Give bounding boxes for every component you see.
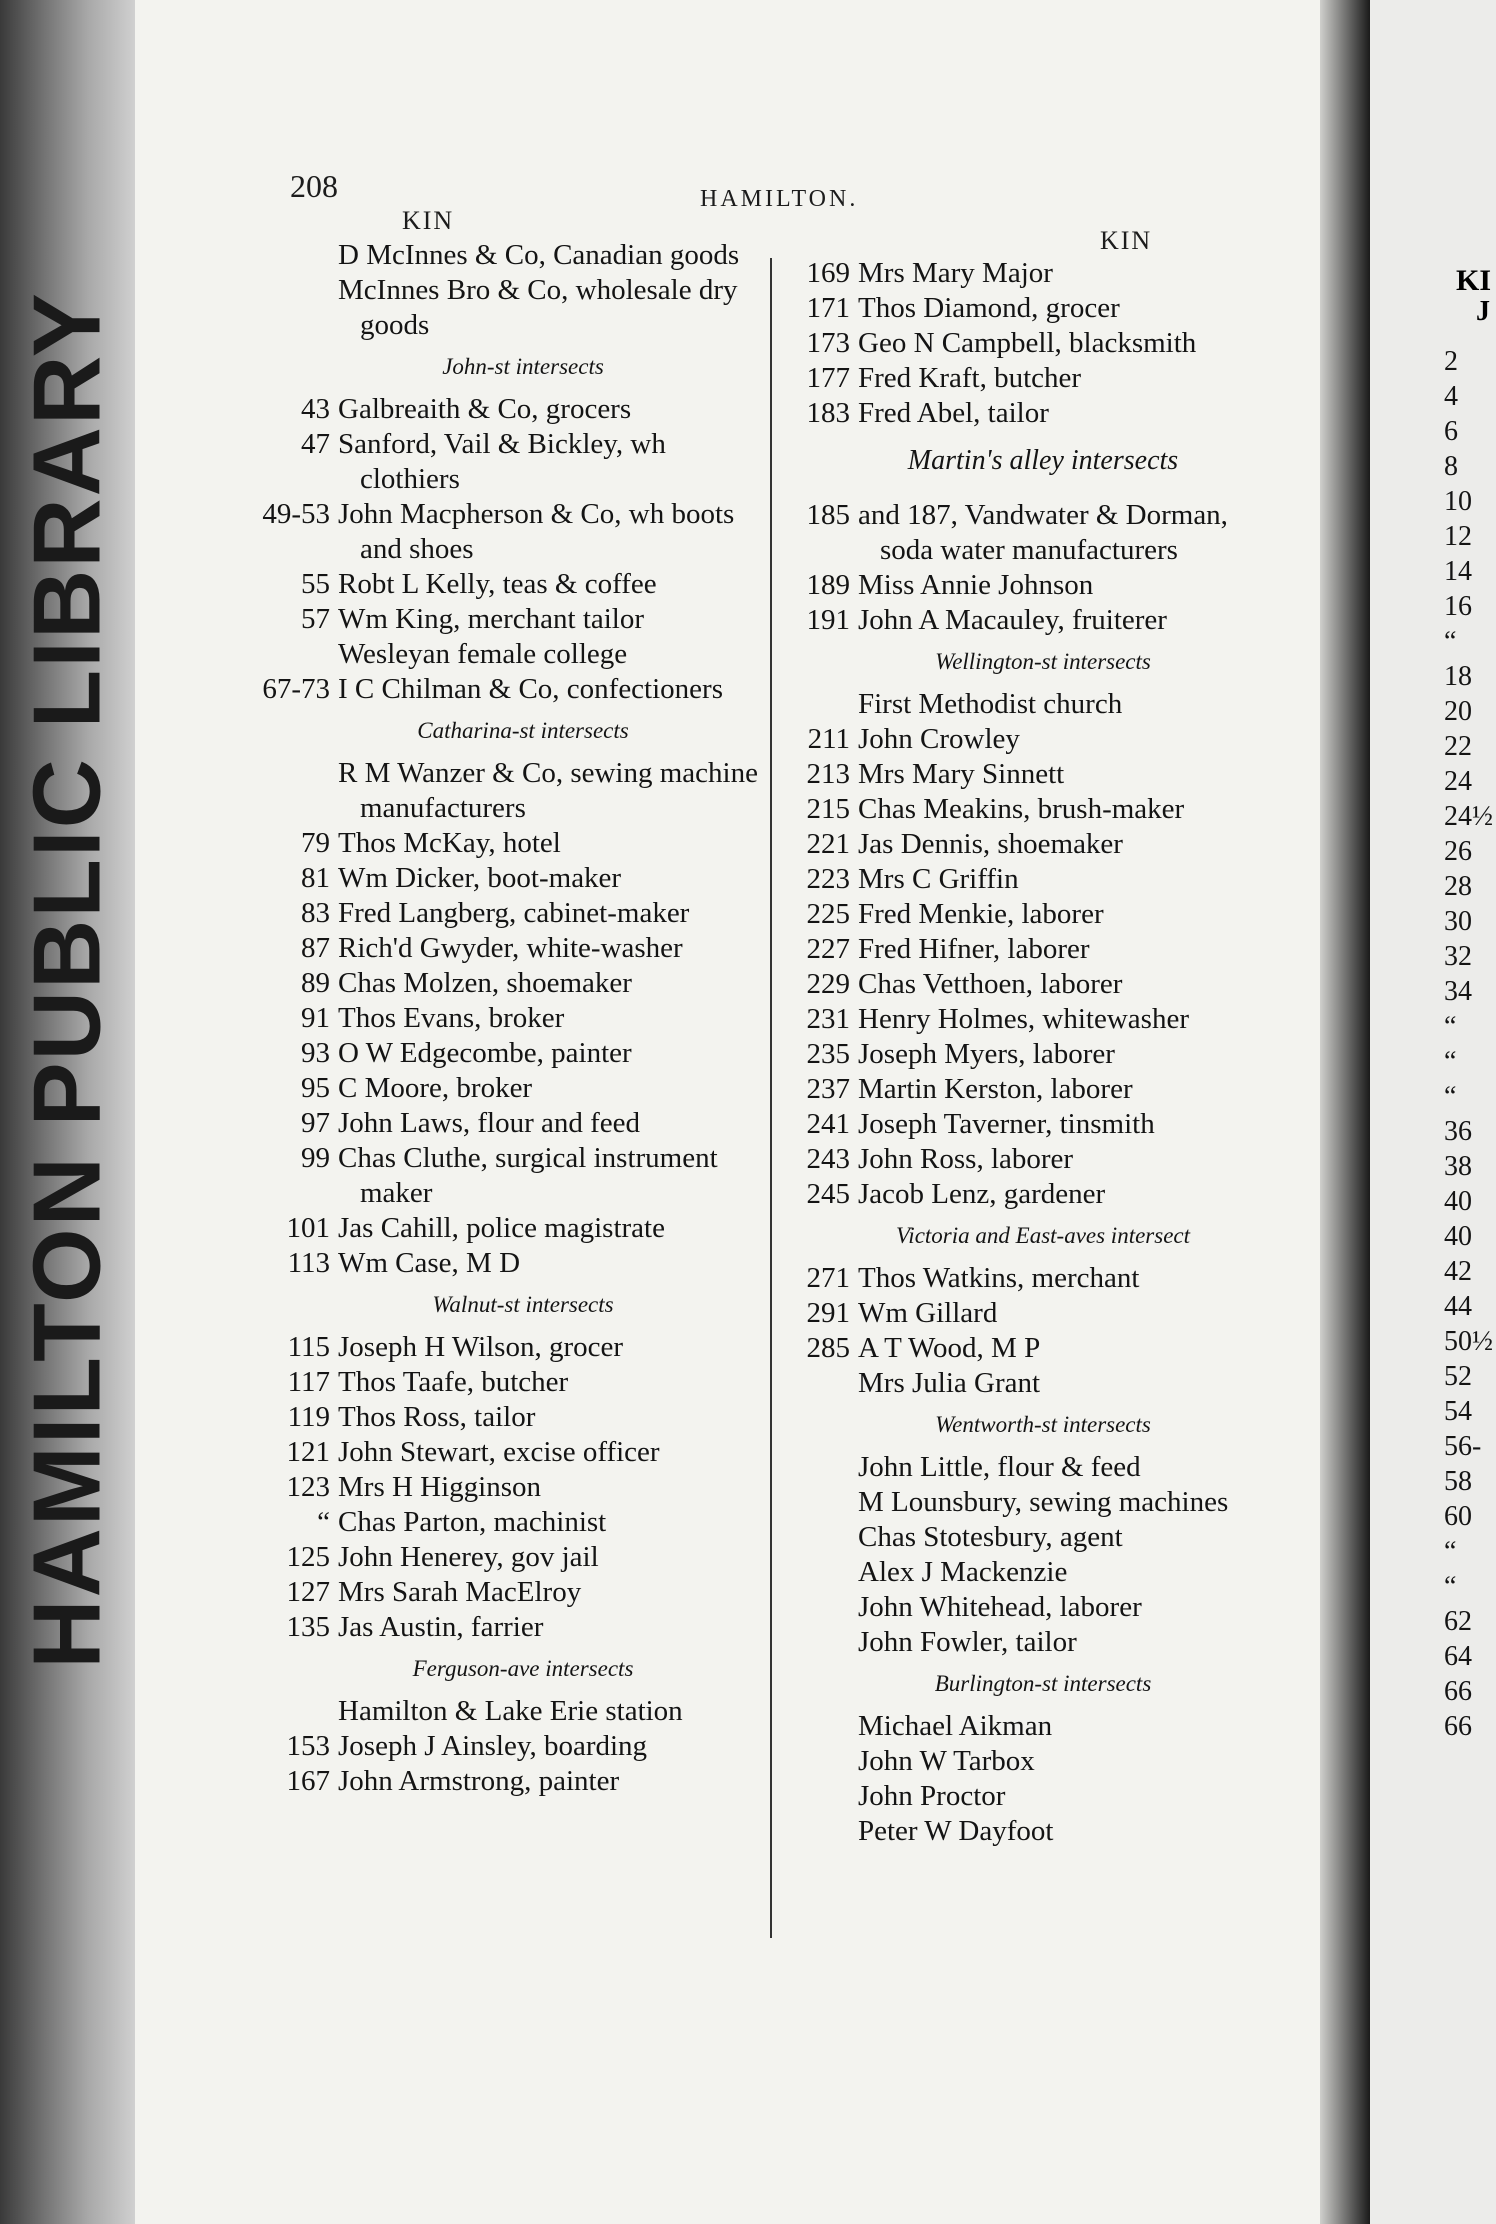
directory-entry [258, 637, 758, 672]
entry-text: John Macpherson & Co, wh boots and shoes [338, 498, 735, 565]
entry-text: Thos Diamond, grocer [858, 292, 1120, 324]
directory-entry [258, 1540, 758, 1575]
section-heading: Martin's alley intersects [907, 445, 1179, 476]
entry-text: Fred Langberg, cabinet-maker [338, 897, 690, 929]
directory-entry [258, 392, 758, 427]
street-number: 113 [287, 1247, 330, 1279]
directory-entry [258, 1575, 758, 1610]
entry-text: Thos Ross, tailor [338, 1401, 536, 1433]
directory-entry [778, 967, 1278, 1002]
entry-text: M Lounsbury, sewing machines [858, 1486, 1229, 1518]
facing-street-number: 24 [1444, 766, 1472, 797]
street-number: 123 [286, 1471, 330, 1503]
section-heading: Walnut-st intersects [432, 1292, 614, 1317]
facing-street-number: 36 [1444, 1116, 1472, 1147]
facing-street-number: 50½ [1444, 1326, 1493, 1357]
directory-entry [258, 1036, 758, 1071]
directory-entry [778, 1072, 1278, 1107]
directory-entry [778, 1625, 1278, 1660]
directory-entry [778, 1296, 1278, 1331]
facing-street-number: 44 [1444, 1291, 1472, 1322]
entry-text: Geo N Campbell, blacksmith [858, 327, 1197, 359]
directory-entry [778, 1485, 1278, 1520]
facing-street-number: 62 [1444, 1606, 1472, 1637]
entry-text: Joseph Myers, laborer [858, 1038, 1115, 1070]
directory-entry [258, 826, 758, 861]
left-column-head: KIN [402, 206, 455, 235]
entry-text: Joseph J Ainsley, boarding [338, 1730, 648, 1762]
entry-text: I C Chilman & Co, confectioners [338, 673, 723, 705]
directory-entry [778, 326, 1278, 361]
street-number: 67-73 [262, 673, 330, 705]
directory-entry [778, 1590, 1278, 1625]
entry-text: C Moore, broker [338, 1072, 533, 1104]
street-number: 91 [301, 1002, 330, 1034]
street-number: 211 [807, 723, 850, 755]
entry-text: Galbreaith & Co, grocers [338, 393, 632, 425]
facing-street-number: 6 [1444, 416, 1458, 447]
entry-text: Martin Kerston, laborer [858, 1073, 1133, 1105]
facing-street-number: 2 [1444, 346, 1458, 377]
facing-street-number: 14 [1444, 556, 1472, 587]
directory-entry [258, 1211, 758, 1246]
entry-text: Fred Hifner, laborer [858, 933, 1090, 965]
entry-text: John Ross, laborer [858, 1143, 1074, 1175]
entry-text: John Little, flour & feed [858, 1451, 1141, 1483]
facing-street-number: 40 [1444, 1221, 1472, 1252]
directory-entry [258, 1330, 758, 1365]
entry-text: Wm Case, M D [338, 1247, 521, 1279]
right-column [778, 256, 1278, 1849]
entry-text: John Henerey, gov jail [338, 1541, 599, 1573]
facing-street-number: 24½ [1444, 801, 1493, 832]
entry-text: Mrs C Griffin [858, 863, 1019, 895]
directory-entry [778, 1520, 1278, 1555]
directory-entry [778, 1366, 1278, 1401]
directory-entry [778, 568, 1278, 603]
directory-entry [778, 1142, 1278, 1177]
facing-street-number: 4 [1444, 381, 1458, 412]
directory-entry [778, 862, 1278, 897]
entry-text: Fred Kraft, butcher [858, 362, 1082, 394]
facing-street-number: “ [1444, 1571, 1457, 1602]
entry-text: John Proctor [858, 1780, 1006, 1812]
entry-text: Wm Dicker, boot-maker [338, 862, 622, 894]
entry-text: John Fowler, tailor [858, 1626, 1077, 1658]
directory-entry [778, 1037, 1278, 1072]
entry-text: Wm King, merchant tailor [338, 603, 645, 635]
directory-entry [258, 1610, 758, 1645]
entry-text: Chas Meakins, brush-maker [858, 793, 1185, 825]
facing-street-number: 38 [1444, 1151, 1472, 1182]
directory-entry [258, 1729, 758, 1764]
facing-page-head: KI [1456, 264, 1492, 297]
directory-entry [258, 1694, 758, 1729]
street-number: “ [317, 1506, 330, 1538]
directory-entry [258, 1365, 758, 1400]
directory-entry [258, 1001, 758, 1036]
entry-text: Alex J Mackenzie [858, 1556, 1068, 1588]
directory-entry [258, 1764, 758, 1799]
facing-street-number: 64 [1444, 1641, 1472, 1672]
running-head: HAMILTON. [700, 186, 859, 212]
facing-page-subhead: J [1476, 296, 1490, 327]
street-number: 97 [301, 1107, 330, 1139]
street-number: 121 [286, 1436, 330, 1468]
street-number: 237 [806, 1073, 850, 1105]
entry-text: Sanford, Vail & Bickley, wh clothiers [338, 428, 666, 495]
entry-text: Jas Dennis, shoemaker [858, 828, 1123, 860]
directory-entry [258, 1141, 758, 1211]
section-heading: Victoria and East-aves intersect [895, 1223, 1191, 1248]
entry-text: D McInnes & Co, Canadian goods [338, 239, 740, 271]
street-number: 49-53 [262, 498, 330, 530]
directory-entry [778, 932, 1278, 967]
entry-text: Chas Parton, machinist [338, 1506, 607, 1538]
directory-entry [258, 931, 758, 966]
facing-page [1370, 0, 1496, 2224]
street-number: 271 [806, 1262, 850, 1294]
directory-entry [258, 238, 758, 273]
street-number: 231 [806, 1003, 850, 1035]
directory-entry [778, 1814, 1278, 1849]
directory-entry [778, 1002, 1278, 1037]
directory-entry [258, 1400, 758, 1435]
facing-street-number: 20 [1444, 696, 1472, 727]
section-heading: John-st intersects [442, 354, 604, 379]
page-gutter [1320, 0, 1370, 2224]
entry-text: John Crowley [858, 723, 1020, 755]
street-number: 229 [806, 968, 850, 1000]
entry-text: John W Tarbox [858, 1745, 1035, 1777]
facing-street-number: 66 [1444, 1711, 1472, 1742]
street-number: 127 [286, 1576, 330, 1608]
directory-entry [778, 792, 1278, 827]
entry-text: McInnes Bro & Co, wholesale dry goods [338, 274, 738, 341]
entry-text: John A Macauley, fruiterer [858, 604, 1167, 636]
directory-entry [778, 256, 1278, 291]
directory-entry [258, 602, 758, 637]
entry-text: First Methodist church [858, 688, 1123, 720]
directory-entry [258, 567, 758, 602]
entry-text: Fred Abel, tailor [858, 397, 1049, 429]
facing-street-number: “ [1444, 1081, 1457, 1112]
column-rule [770, 258, 772, 1938]
directory-entry [778, 722, 1278, 757]
facing-street-number: “ [1444, 1011, 1457, 1042]
entry-text: Chas Molzen, shoemaker [338, 967, 632, 999]
entry-text: Mrs Mary Sinnett [858, 758, 1065, 790]
facing-street-number: 56-58 [1444, 1431, 1482, 1497]
street-number: 291 [806, 1297, 850, 1329]
street-number: 169 [806, 257, 850, 289]
entry-text: Jas Cahill, police magistrate [338, 1212, 665, 1244]
street-number: 177 [806, 362, 850, 394]
book-spine [0, 0, 135, 2224]
street-number: 153 [286, 1730, 330, 1762]
street-number: 115 [287, 1331, 330, 1363]
entry-text: Thos McKay, hotel [338, 827, 561, 859]
facing-street-number: 66 [1444, 1676, 1472, 1707]
facing-street-number: 16 [1444, 591, 1472, 622]
entry-text: Jas Austin, farrier [338, 1611, 544, 1643]
directory-entry [258, 1505, 758, 1540]
section-heading: Catharina-st intersects [417, 718, 629, 743]
directory-entry [778, 498, 1278, 568]
facing-street-number: 8 [1444, 451, 1458, 482]
directory-entry [258, 273, 758, 343]
directory-entry [778, 757, 1278, 792]
facing-street-number: 10 [1444, 486, 1472, 517]
left-column [258, 238, 758, 1799]
directory-entry [258, 896, 758, 931]
entry-text: Mrs Sarah MacElroy [338, 1576, 582, 1608]
facing-street-number: “ [1444, 626, 1457, 657]
directory-entry [778, 291, 1278, 326]
facing-street-number: 26 [1444, 836, 1472, 867]
street-number: 213 [806, 758, 850, 790]
directory-entry [258, 497, 758, 567]
street-number: 235 [806, 1038, 850, 1070]
entry-text: Joseph Taverner, tinsmith [858, 1108, 1155, 1140]
directory-entry [778, 1709, 1278, 1744]
street-number: 245 [806, 1178, 850, 1210]
street-number: 93 [301, 1037, 330, 1069]
facing-street-number: 18 [1444, 661, 1472, 692]
street-number: 83 [301, 897, 330, 929]
entry-text: Wm Gillard [858, 1297, 998, 1329]
directory-entry [778, 1779, 1278, 1814]
street-number: 99 [301, 1142, 330, 1174]
entry-text: Robt L Kelly, teas & coffee [338, 568, 657, 600]
directory-entry [778, 1177, 1278, 1212]
street-number: 285 [806, 1332, 850, 1364]
entry-text: Thos Watkins, merchant [858, 1262, 1140, 1294]
directory-entry [258, 1106, 758, 1141]
facing-street-number: 54 [1444, 1396, 1472, 1427]
entry-text: and 187, Vandwater & Dorman, soda water manufacturers [858, 499, 1228, 566]
street-number: 167 [286, 1765, 330, 1797]
facing-page-numbers [1426, 344, 1496, 1744]
street-number: 189 [806, 569, 850, 601]
entry-text: John Laws, flour and feed [338, 1107, 640, 1139]
street-number: 221 [806, 828, 850, 860]
facing-street-number: 12 [1444, 521, 1472, 552]
directory-entry [778, 1331, 1278, 1366]
entry-text: Wesleyan female college [338, 638, 628, 670]
facing-street-number: 34 [1444, 976, 1472, 1007]
directory-entry [258, 427, 758, 497]
street-number: 43 [301, 393, 330, 425]
section-heading: Burlington-st intersects [934, 1671, 1152, 1696]
directory-entry [258, 1246, 758, 1281]
street-number: 185 [806, 499, 850, 531]
entry-text: Thos Taafe, butcher [338, 1366, 569, 1398]
street-number: 183 [806, 397, 850, 429]
street-number: 81 [301, 862, 330, 894]
street-number: 79 [301, 827, 330, 859]
facing-street-number: 60 [1444, 1501, 1472, 1532]
library-stamp: HAMILTON PUBLIC LIBRARY [14, 291, 122, 1669]
street-number: 173 [806, 327, 850, 359]
entry-text: Hamilton & Lake Erie station [338, 1695, 683, 1727]
directory-entry [778, 827, 1278, 862]
directory-entry [258, 1470, 758, 1505]
directory-entry [778, 396, 1278, 431]
entry-text: Miss Annie Johnson [858, 569, 1094, 601]
facing-street-number: 52 [1444, 1361, 1472, 1392]
directory-entry [778, 897, 1278, 932]
entry-text: Chas Stotesbury, agent [858, 1521, 1123, 1553]
entry-text: John Whitehead, laborer [858, 1591, 1142, 1623]
street-number: 57 [301, 603, 330, 635]
entry-text: Michael Aikman [858, 1710, 1053, 1742]
entry-text: A T Wood, M P [858, 1332, 1041, 1364]
street-number: 55 [301, 568, 330, 600]
facing-street-number: “ [1444, 1536, 1457, 1567]
entry-text: Rich'd Gwyder, white-washer [338, 932, 683, 964]
directory-entry [778, 1261, 1278, 1296]
directory-entry [778, 603, 1278, 638]
directory-entry [258, 1435, 758, 1470]
street-number: 215 [806, 793, 850, 825]
facing-street-number: 28 [1444, 871, 1472, 902]
directory-entry [778, 1107, 1278, 1142]
section-heading: Wellington-st intersects [935, 649, 1151, 674]
street-number: 135 [286, 1611, 330, 1643]
street-number: 87 [301, 932, 330, 964]
street-number: 171 [806, 292, 850, 324]
facing-street-number: 40 [1444, 1186, 1472, 1217]
section-heading: Ferguson-ave intersects [412, 1656, 634, 1681]
street-number: 241 [806, 1108, 850, 1140]
facing-street-number: 30 [1444, 906, 1472, 937]
street-number: 191 [806, 604, 850, 636]
entry-text: Mrs Julia Grant [858, 1367, 1041, 1399]
directory-entry [778, 1450, 1278, 1485]
right-column-head: KIN [1100, 226, 1153, 255]
page-number: 208 [290, 168, 338, 204]
facing-street-number: 22 [1444, 731, 1472, 762]
street-number: 125 [286, 1541, 330, 1573]
entry-text: Fred Menkie, laborer [858, 898, 1104, 930]
street-number: 89 [301, 967, 330, 999]
entry-text: Joseph H Wilson, grocer [338, 1331, 624, 1363]
facing-street-number: 42 [1444, 1256, 1472, 1287]
street-number: 225 [806, 898, 850, 930]
directory-entry [258, 861, 758, 896]
entry-text: Mrs Mary Major [858, 257, 1053, 289]
entry-text: Henry Holmes, whitewasher [858, 1003, 1189, 1035]
entry-text: John Armstrong, painter [338, 1765, 620, 1797]
street-number: 119 [287, 1401, 330, 1433]
directory-entry [258, 756, 758, 826]
entry-text: Thos Evans, broker [338, 1002, 565, 1034]
directory-entry [778, 1555, 1278, 1590]
street-number: 117 [287, 1366, 330, 1398]
directory-entry [778, 361, 1278, 396]
street-number: 101 [286, 1212, 330, 1244]
directory-entry [258, 966, 758, 1001]
entry-text: O W Edgecombe, painter [338, 1037, 632, 1069]
directory-entry [258, 672, 758, 707]
directory-entry [778, 1744, 1278, 1779]
street-number: 243 [806, 1143, 850, 1175]
directory-entry [258, 1071, 758, 1106]
facing-street-number: 32 [1444, 941, 1472, 972]
entry-text: Mrs H Higginson [338, 1471, 542, 1503]
street-number: 227 [806, 933, 850, 965]
section-heading: Wentworth-st intersects [935, 1412, 1151, 1437]
street-number: 47 [301, 428, 330, 460]
entry-text: Peter W Dayfoot [858, 1815, 1054, 1847]
entry-text: Chas Vetthoen, laborer [858, 968, 1123, 1000]
entry-text: Jacob Lenz, gardener [858, 1178, 1106, 1210]
entry-text: John Stewart, excise officer [338, 1436, 660, 1468]
facing-street-number: “ [1444, 1046, 1457, 1077]
street-number: 223 [806, 863, 850, 895]
entry-text: R M Wanzer & Co, sewing machine manufacturers [338, 757, 758, 824]
directory-entry [778, 687, 1278, 722]
street-number: 95 [301, 1072, 330, 1104]
entry-text: Chas Cluthe, surgical instrument maker [338, 1142, 718, 1209]
